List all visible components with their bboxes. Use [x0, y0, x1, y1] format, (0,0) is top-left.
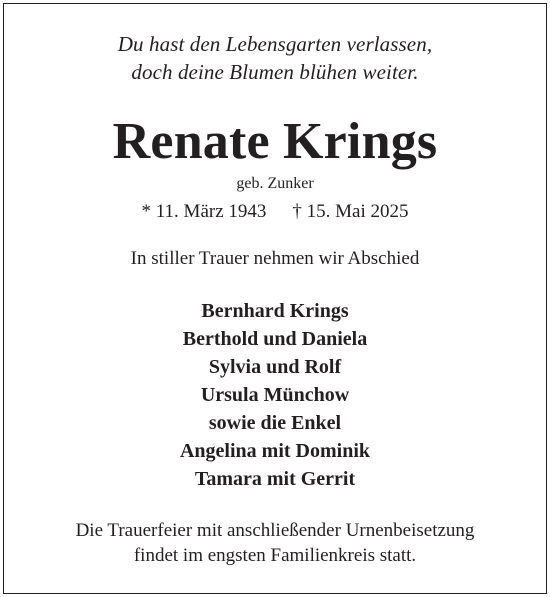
- memorial-quote: [0, 30, 550, 86]
- mourners-list: [0, 297, 550, 493]
- mourner-name: Sylvia und Rolf: [208, 356, 342, 378]
- mourner-name: sowie die Enkel: [208, 412, 342, 434]
- mourner-name: Berthold und Daniela: [182, 328, 368, 350]
- quote-line-1: Du hast den Lebensgarten verlassen,: [117, 32, 433, 56]
- mourner-name: Ursula Münchow: [200, 384, 350, 406]
- mourner-name: Tamara mit Gerrit: [194, 468, 356, 490]
- quote-line-2: doch deine Blumen blühen weiter.: [131, 60, 419, 84]
- deceased-name: Renate Krings: [112, 113, 438, 170]
- mourner-name: Angelina mit Dominik: [179, 440, 371, 462]
- mourning-statement: In stiller Trauer nehmen wir Abschied: [130, 248, 420, 269]
- maiden-name: geb. Zunker: [236, 175, 314, 192]
- mourner-name: Bernhard Krings: [201, 300, 349, 322]
- ceremony-info: [0, 518, 550, 568]
- life-dates: [0, 199, 550, 225]
- ceremony-line-1: Die Trauerfeier mit anschließender Urnenbeisetzung: [75, 520, 475, 541]
- death-date: † 15. Mai 2025: [292, 201, 409, 222]
- ceremony-line-2: findet im engsten Familienkreis statt.: [133, 545, 417, 566]
- birth-date: * 11. März 1943: [141, 201, 267, 222]
